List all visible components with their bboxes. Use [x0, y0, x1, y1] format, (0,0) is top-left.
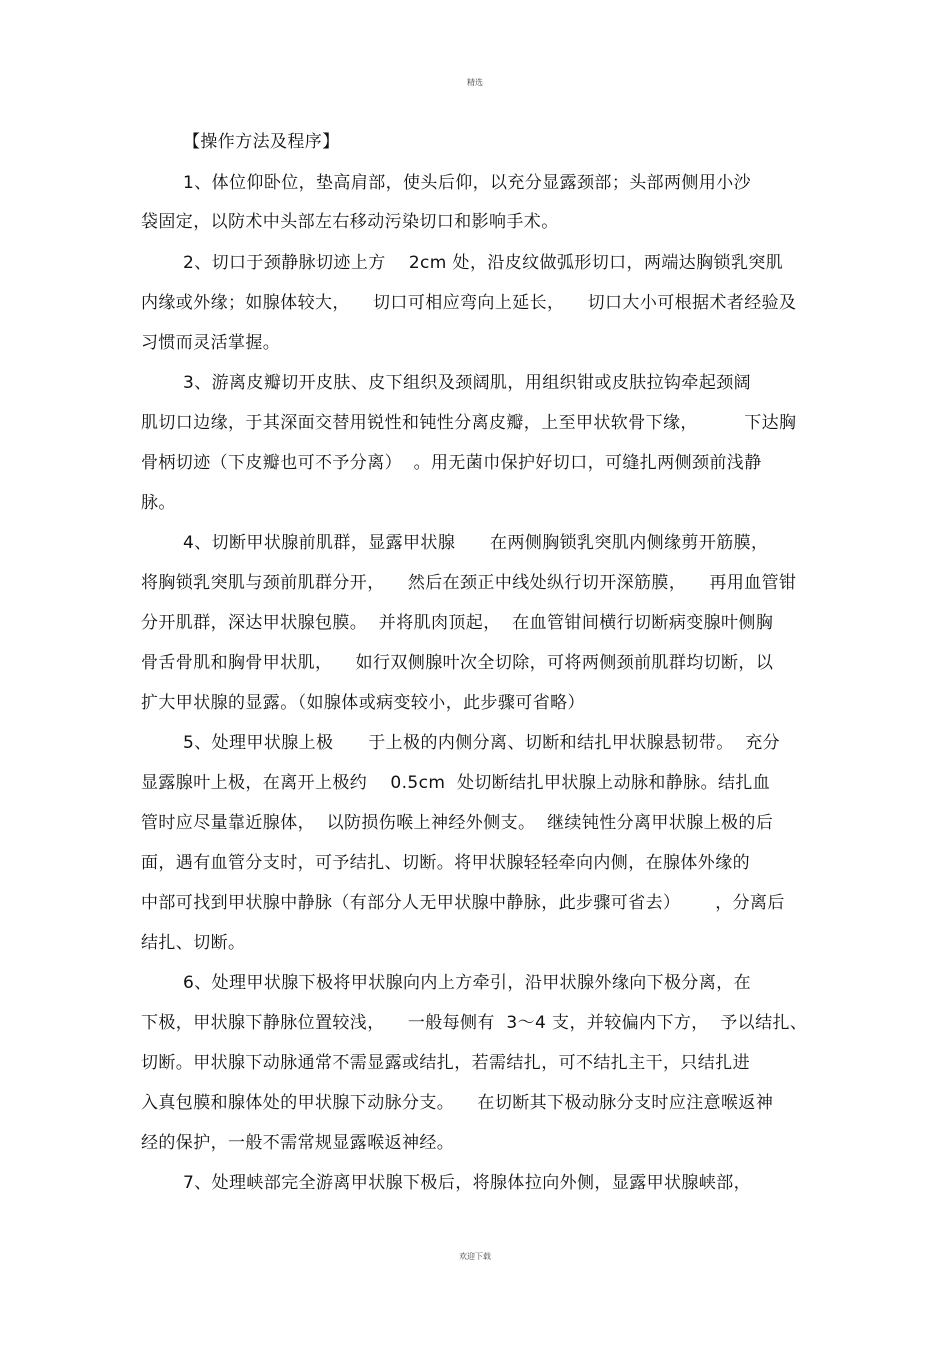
text-line: 袋固定，以防术中头部左右移动污染切口和影响手术。: [141, 212, 559, 232]
text-line: 3、游离皮瓣切开皮肤、皮下组织及颈阔肌，用组织钳或皮肤拉钩牵起颈阔: [183, 373, 752, 393]
text-line: 内缘或外缘；如腺体较大， 切口可相应弯向上延长， 切口大小可根据术者经验及: [141, 293, 797, 313]
text-line: 扩大甲状腺的显露。（如腺体或病变较小，此步骤可省略）: [141, 693, 585, 713]
text-line: 中部可找到甲状腺中静脉（有部分人无甲状腺中静脉，此步骤可省去） ，分离后: [141, 893, 785, 913]
page-header-mark: 精选: [467, 78, 483, 87]
text-line: 切断。甲状腺下动脉通常不需显露或结扎，若需结扎，可不结扎主干，只结扎进: [141, 1053, 750, 1073]
text-line: 肌切口边缘，于其深面交替用锐性和钝性分离皮瓣，上至甲状软骨下缘， 下达胸: [141, 413, 797, 433]
text-line: 结扎、切断。: [141, 933, 246, 953]
text-line: 管时应尽量靠近腺体， 以防损伤喉上神经外侧支。 继续钝性分离甲状腺上极的后: [141, 813, 774, 833]
text-line: 2、切口于颈静脉切迹上方 2cm 处，沿皮纹做弧形切口，两端达胸锁乳突肌: [183, 253, 784, 273]
text-line: 显露腺叶上极，在离开上极约 0.5cm 处切断结扎甲状腺上动脉和静脉。结扎血: [141, 773, 771, 793]
text-line: 习惯而灵活掌握。: [141, 333, 281, 353]
text-line: 4、切断甲状腺前肌群，显露甲状腺 在两侧胸锁乳突肌内侧缘剪开筋膜，: [183, 533, 769, 553]
text-line: 6、处理甲状腺下极将甲状腺向内上方牵引，沿甲状腺外缘向下极分离，在: [183, 973, 752, 993]
text-line: 将胸锁乳突肌与颈前肌群分开， 然后在颈正中线处纵行切开深筋膜， 再用血管钳: [141, 573, 797, 593]
text-line: 分开肌群，深达甲状腺包膜。 并将肌肉顶起， 在血管钳间横行切断病变腺叶侧胸: [141, 613, 774, 633]
text-line: 骨柄切迹（下皮瓣也可不予分离） 。用无菌巾保护好切口，可缝扎两侧颈前浅静: [141, 453, 762, 473]
section-heading: 【操作方法及程序】: [183, 132, 340, 152]
text-line: 经的保护，一般不需常规显露喉返神经。: [141, 1133, 455, 1153]
text-line: 7、处理峡部完全游离甲状腺下极后，将腺体拉向外侧，显露甲状腺峡部，: [183, 1173, 752, 1193]
page-footer-mark: 欢迎下载: [459, 1252, 491, 1261]
text-line: 骨舌骨肌和胸骨甲状肌， 如行双侧腺叶次全切除，可将两侧颈前肌群均切断，以: [141, 653, 774, 673]
text-line: 下极，甲状腺下静脉位置较浅， 一般每侧有 3～4 支，并较偏内下方， 予以结扎、: [141, 1013, 808, 1033]
text-line: 面，遇有血管分支时，可予结扎、切断。将甲状腺轻轻牵向内侧，在腺体外缘的: [141, 853, 750, 873]
text-line: 1、体位仰卧位，垫高肩部，使头后仰，以充分显露颈部；头部两侧用小沙: [183, 173, 752, 193]
text-line: 脉。: [141, 493, 176, 513]
text-line: 入真包膜和腺体处的甲状腺下动脉分支。 在切断其下极动脉分支时应注意喉返神: [141, 1093, 774, 1113]
text-line: 5、处理甲状腺上极 于上极的内侧分离、切断和结扎甲状腺悬韧带。 充分: [183, 733, 781, 753]
